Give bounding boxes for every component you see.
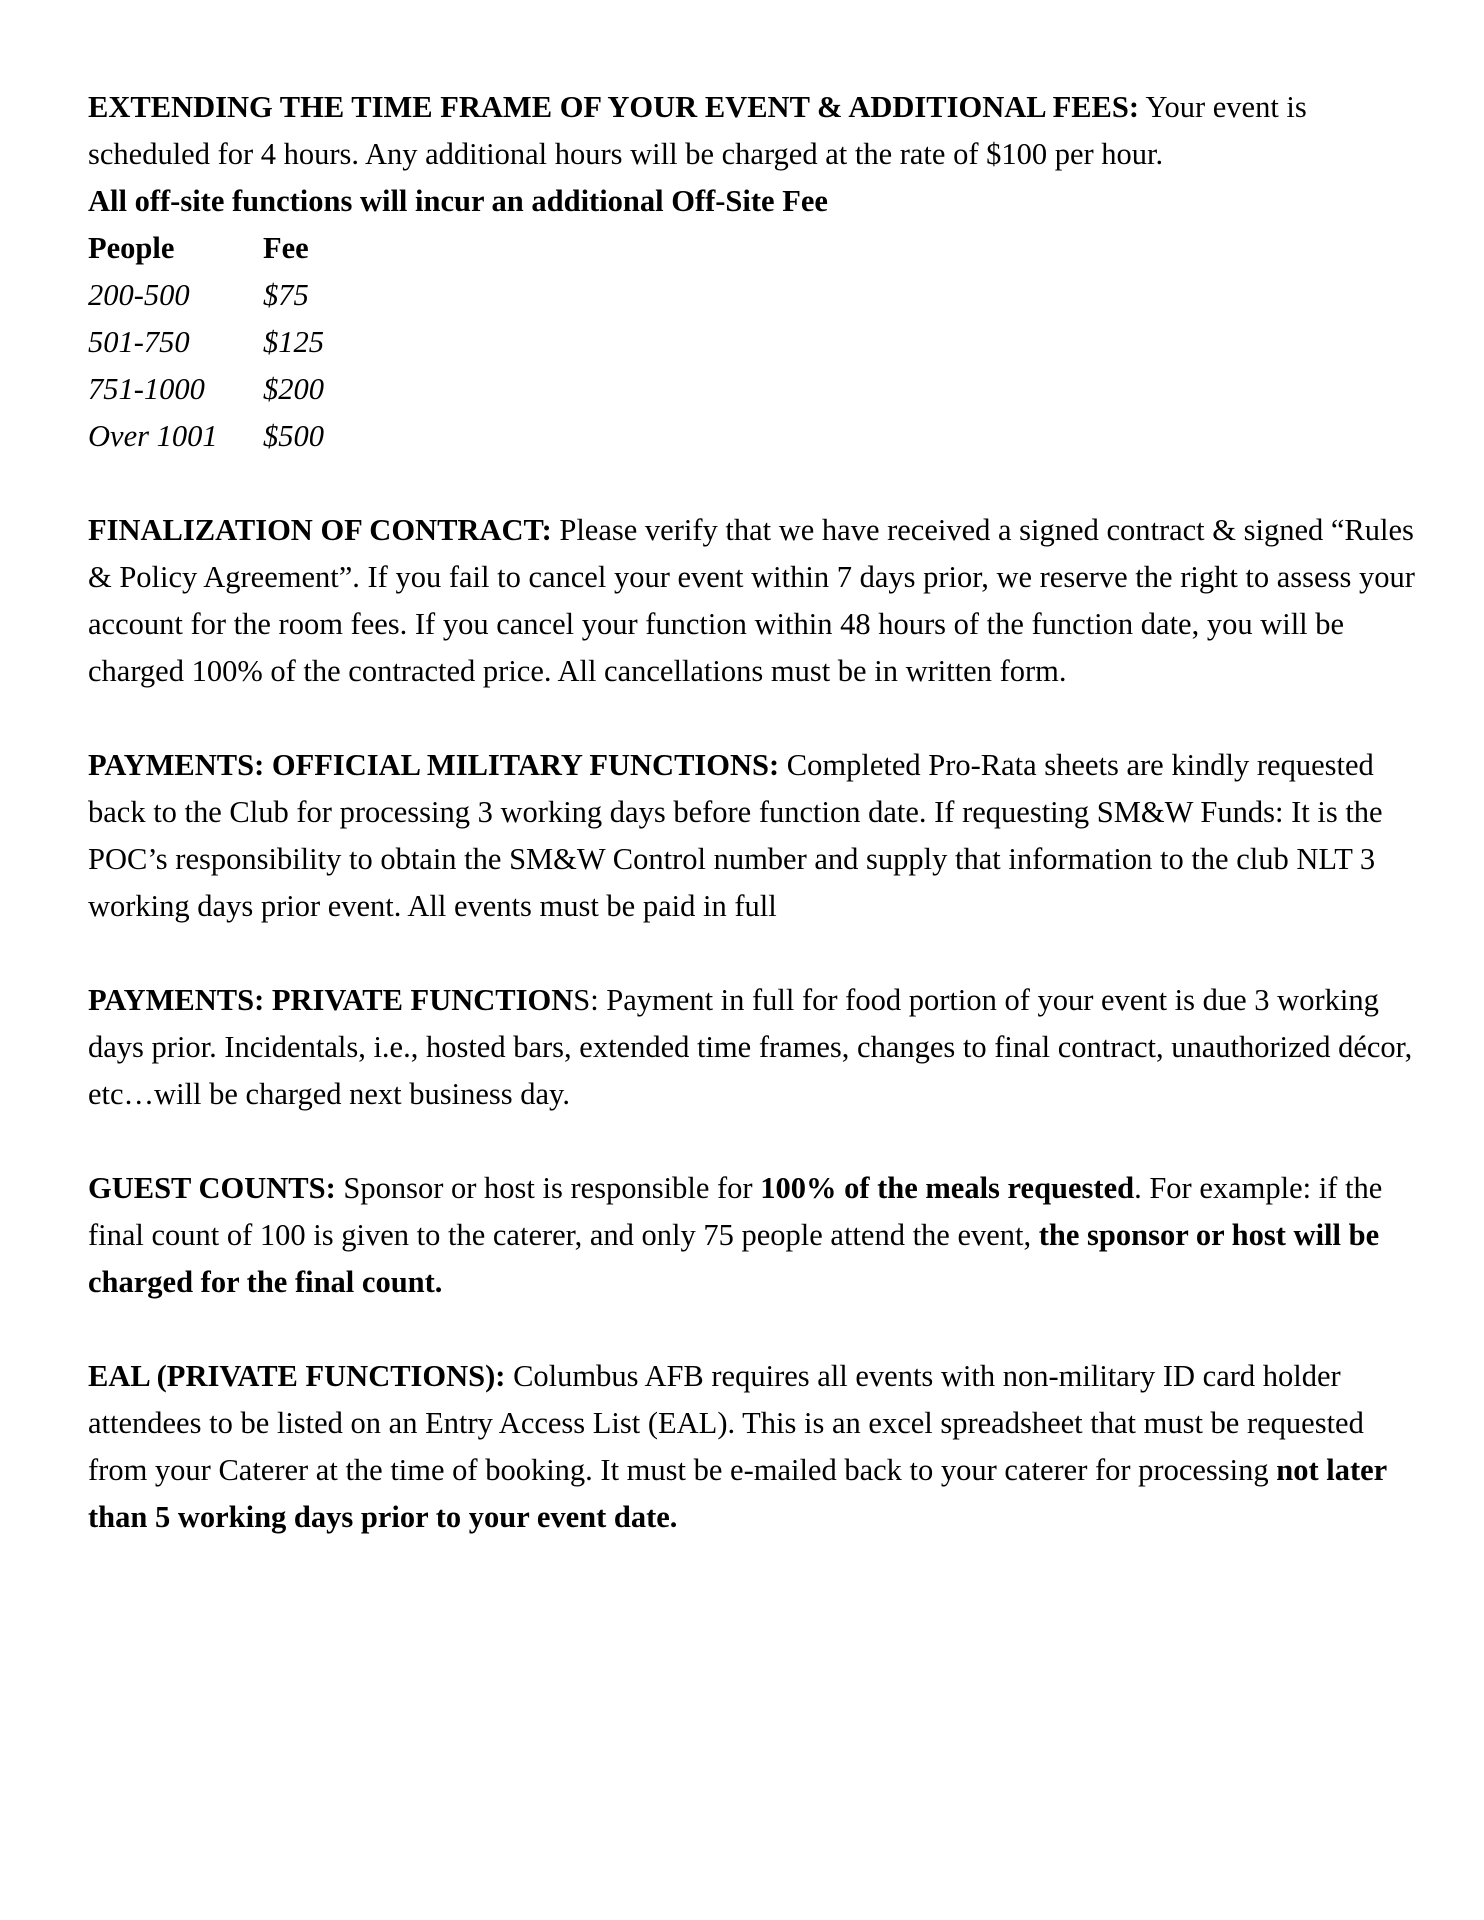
guest-counts-heading: GUEST COUNTS: [88, 1171, 336, 1205]
military-payments-heading: PAYMENTS: OFFICIAL MILITARY FUNCTIONS: [88, 748, 780, 782]
guest-counts-bold-2: the sponsor or host will be charged for the final count. [88, 1218, 1380, 1299]
people-column-header: People [88, 231, 175, 265]
guest-counts-bold-1: 100% of the meals requested [760, 1171, 1135, 1205]
eal-text: Columbus AFB requires all events with non-military ID card holder attendees to be listed on an Entry Access List (EAL). This is an excel spreadsheet that must be requested from your Caterer at the time of booking. It must be e-mailed back to your caterer for processing [88, 1359, 1364, 1487]
military-payments-section [88, 742, 1428, 930]
people-cell: 501-750 [88, 325, 190, 359]
finalization-section [88, 507, 1428, 695]
offsite-heading: All off-site functions will incur an additional Off-Site Fee [88, 184, 828, 218]
fee-cell: $125 [263, 325, 324, 359]
finalization-text: Please verify that we have received a signed contract & signed “Rules & Policy Agreement”. If you fail to cancel your event within 7 days prior, we reserve the right to assess your account for the room fees. If you cancel your function within 48 hours of the function date, you will be charged 100% of the contracted price. All cancellations must be in written form. [88, 513, 1415, 688]
offsite-fee-table [88, 225, 324, 460]
eal-heading: EAL (PRIVATE FUNCTIONS): [88, 1359, 506, 1393]
private-payments-text: : Payment in full for food portion of your event is due 3 working days prior. Incidentals, i.e., hosted bars, extended time frames, changes to final contract, unauthorized décor, etc…will be charged next business day. [88, 983, 1413, 1111]
extending-text: Your event is scheduled for 4 hours. Any additional hours will be charged at the rate of $100 per hour. [88, 90, 1307, 171]
people-cell: Over 1001 [88, 419, 218, 453]
private-payments-heading: PAYMENTS: PRIVATE FUNCTION [88, 983, 574, 1017]
table-row [88, 272, 324, 319]
table-row [88, 319, 324, 366]
eal-bold: not later than 5 working days prior to your event date. [88, 1453, 1387, 1534]
private-payments-section [88, 977, 1428, 1118]
fee-table-header [88, 225, 324, 272]
eal-section [88, 1353, 1428, 1541]
military-payments-text: Completed Pro-Rata sheets are kindly requested back to the Club for processing 3 working days before function date. If requesting SM&W Funds: It is the POC’s responsibility to obtain the SM&W Control number and supply that information to the club NLT 3 working days prior event. All events must be paid in full [88, 748, 1383, 923]
people-cell: 200-500 [88, 278, 190, 312]
fee-cell: $200 [263, 372, 324, 406]
fee-column-header: Fee [263, 231, 309, 265]
extending-heading: EXTENDING THE TIME FRAME OF YOUR EVENT & ADDITIONAL FEES: [88, 90, 1139, 124]
people-cell: 751-1000 [88, 372, 205, 406]
private-payments-heading-tail: S [573, 983, 591, 1017]
fee-cell: $75 [263, 278, 309, 312]
guest-counts-text-2: . For example: if the final count of 100 is given to the caterer, and only 75 people attend the event, [88, 1171, 1383, 1252]
table-row [88, 413, 324, 460]
fee-cell: $500 [263, 419, 324, 453]
document-page [88, 84, 1428, 1541]
finalization-heading: FINALIZATION OF CONTRACT: [88, 513, 552, 547]
table-row [88, 366, 324, 413]
guest-counts-text-1: Sponsor or host is responsible for [335, 1171, 761, 1205]
guest-counts-section [88, 1165, 1428, 1306]
extending-section [88, 84, 1428, 178]
